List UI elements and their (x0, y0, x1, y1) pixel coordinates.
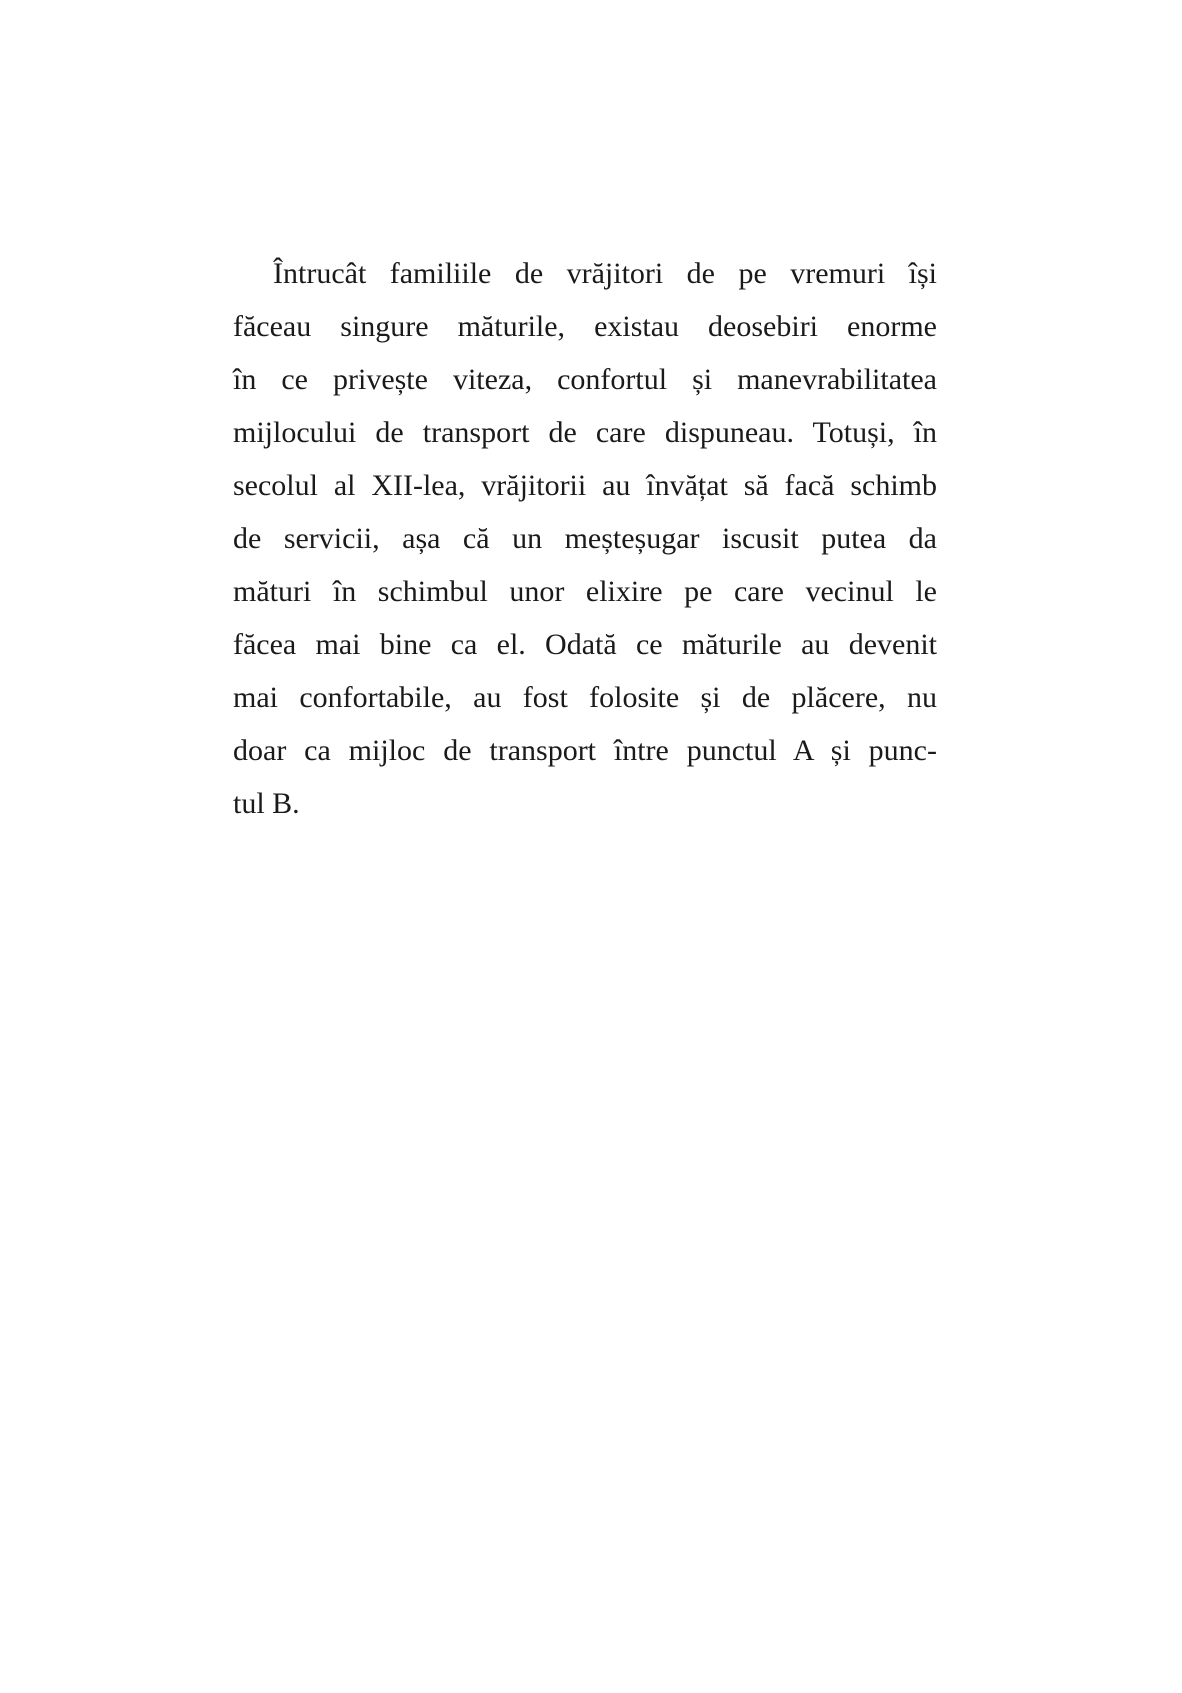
paragraph-line: mai confortabile, au fost folosite și de plăcere, nu (233, 681, 937, 714)
paragraph-line: doar ca mijloc de transport între punctul A și punc- (233, 734, 937, 767)
paragraph-line: făcea mai bine ca el. Odată ce măturile au devenit (233, 628, 937, 661)
paragraph-line: în ce privește viteza, confortul și manevrabilitatea (233, 363, 937, 396)
paragraph-line: secolul al XII-lea, vrăjitorii au învățat să facă schimb (233, 469, 937, 502)
paragraph-line: mături în schimbul unor elixire pe care vecinul le (233, 575, 937, 608)
paragraph-line: făceau singure măturile, existau deosebiri enorme (233, 310, 937, 343)
paragraph-line: Întrucât familiile de vrăjitori de pe vremuri își (273, 257, 937, 290)
paragraph-line: tul B. (233, 787, 300, 820)
paragraph-line: mijlocului de transport de care dispuneau. Totuși, în (233, 416, 937, 449)
body-paragraph (233, 247, 937, 830)
paragraph-line: de servicii, așa că un meșteșugar iscusit putea da (233, 522, 937, 555)
